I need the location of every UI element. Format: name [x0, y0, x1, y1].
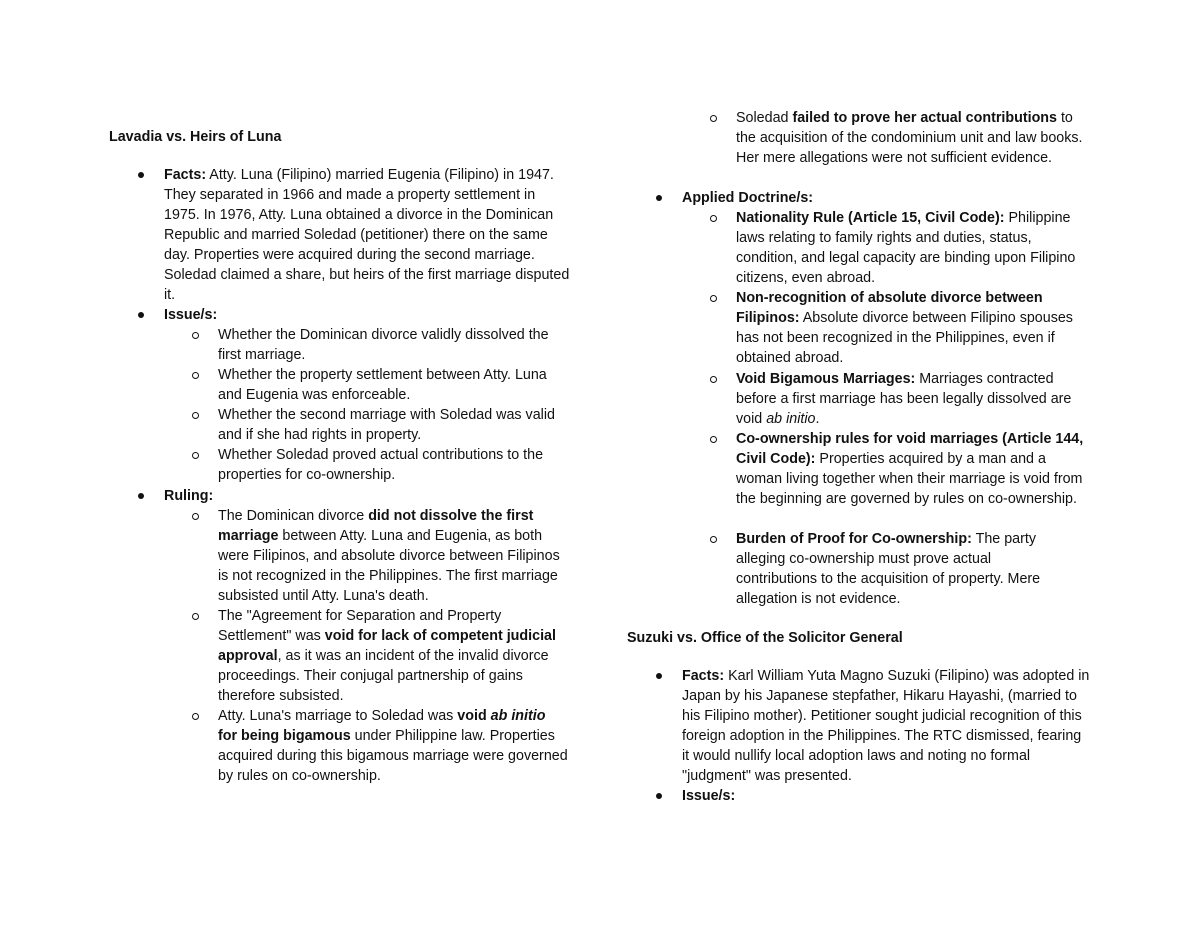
- doctrine-text: Non-recognition of absolute divorce between Filipinos: Absolute divorce between Filipino spouses has not been recognized in the Philippines, even if obtained abroad.: [736, 290, 1073, 366]
- doctrine-text: Void Bigamous Marriages: Marriages contracted before a first marriage has been legally dissolved are void ab initio.: [736, 371, 1072, 427]
- ruling-label: Ruling:: [164, 488, 214, 504]
- doctrine-text: Co-ownership rules for void marriages (Article 144, Civil Code): Properties acquired by a man and a woman living together when their marriage is void from the beginning are governed by rules on co-ownership.: [736, 431, 1084, 507]
- bullet-circle-icon: [710, 436, 717, 443]
- issue-text: Whether the property settlement between Atty. Luna and Eugenia was enforceable.: [218, 367, 547, 403]
- doctrines-label: Applied Doctrine/s:: [682, 190, 814, 206]
- ruling-item-3: [192, 706, 592, 786]
- doctrine-item-2: [710, 288, 1190, 368]
- issue-item-4: [192, 445, 592, 485]
- doctrine-text: Burden of Proof for Co-ownership: The party alleging co-ownership must prove actual contributions to the acquisition of property. Mere allegation is not evidence.: [736, 531, 1041, 607]
- issue-text: Whether the second marriage with Soledad was valid and if she had rights in property.: [218, 407, 555, 443]
- bullet-circle-icon: [192, 332, 199, 339]
- bullet-circle-icon: [710, 295, 717, 302]
- suzuki-facts-bullet: [656, 666, 1176, 786]
- facts-body: Atty. Luna (Filipino) married Eugenia (Filipino) in 1947. They separated in 1966 and made a property settlement in 1975. In 1976, Atty. Luna obtained a divorce in the Dominican Republic and married Soledad (petitioner) there on the same day. Properties were acquired during the second marriage. Soledad claimed a share, but heirs of the first marriage disputed it.: [164, 167, 570, 303]
- bullet-dot-icon: [138, 493, 144, 499]
- facts-bullet: [138, 165, 578, 305]
- issues-bullet: [138, 305, 578, 325]
- suzuki-issues-label: Issue/s:: [682, 788, 736, 804]
- doctrine-text: Nationality Rule (Article 15, Civil Code): Philippine laws relating to family rights and duties, status, condition, and legal capacity are binding upon Filipino citizens, even abroad.: [736, 210, 1076, 286]
- doctrine-item-1: [710, 208, 1190, 288]
- bullet-circle-icon: [710, 215, 717, 222]
- ruling-item-1: [192, 506, 592, 606]
- bullet-dot-icon: [138, 312, 144, 318]
- issues-label: Issue/s:: [164, 307, 218, 323]
- doctrine-item-4: [710, 429, 1190, 509]
- bullet-dot-icon: [138, 172, 144, 178]
- bullet-circle-icon: [710, 115, 717, 122]
- doctrines-bullet: [656, 188, 1176, 208]
- facts-text: [164, 165, 574, 305]
- bullet-circle-icon: [192, 613, 199, 620]
- case-title-lavadia: Lavadia vs. Heirs of Luna: [109, 129, 282, 145]
- issue-item-2: [192, 365, 592, 405]
- facts-label: Facts:: [164, 167, 207, 183]
- bullet-dot-icon: [656, 673, 662, 679]
- suzuki-facts-text: Facts: Karl William Yuta Magno Suzuki (Filipino) was adopted in Japan by his Japanese stepfather, Hikaru Hayashi, (married to his Filipino mother). Petitioner sought judicial recognition of this foreign adoption in the Philippines. The RTC dismissed, fearing it would nullify local adoption laws and noting no formal "judgment" was presented.: [682, 668, 1090, 784]
- issue-text: Whether the Dominican divorce validly dissolved the first marriage.: [218, 327, 549, 363]
- bullet-circle-icon: [710, 536, 717, 543]
- bullet-circle-icon: [710, 376, 717, 383]
- bullet-circle-icon: [192, 713, 199, 720]
- doctrine-item-3: [710, 369, 1190, 429]
- issue-text: Whether Soledad proved actual contributions to the properties for co-ownership.: [218, 447, 544, 483]
- suzuki-issues-bullet: [656, 786, 1176, 806]
- case-title-suzuki: Suzuki vs. Office of the Solicitor General: [627, 630, 903, 646]
- bullet-circle-icon: [192, 372, 199, 379]
- bullet-circle-icon: [192, 513, 199, 520]
- bullet-circle-icon: [192, 412, 199, 419]
- ruling-item-2: [192, 606, 592, 706]
- issue-item-3: [192, 405, 592, 445]
- ruling-bullet: [138, 486, 578, 506]
- ruling-text: The Dominican divorce did not dissolve the first marriage between Atty. Luna and Eugenia, as both were Filipinos, and absolute divorce between Filipinos is not recognized in the Philippines. The first marriage subsisted until Atty. Luna's death.: [218, 508, 560, 604]
- ruling-text: Soledad failed to prove her actual contributions to the acquisition of the condominium unit and law books. Her mere allegations were not sufficient evidence.: [736, 110, 1083, 166]
- bullet-dot-icon: [656, 793, 662, 799]
- ruling-item-4: [710, 108, 1190, 168]
- issue-item-1: [192, 325, 592, 365]
- bullet-dot-icon: [656, 195, 662, 201]
- ruling-text: The "Agreement for Separation and Property Settlement" was void for lack of competent judicial approval, as it was an incident of the invalid divorce proceedings. Their conjugal partnership of gains therefore subsisted.: [218, 608, 556, 704]
- doctrine-item-5: [710, 529, 1190, 609]
- bullet-circle-icon: [192, 452, 199, 459]
- ruling-text: Atty. Luna's marriage to Soledad was void ab initio for being bigamous under Philippine law. Properties acquired during this bigamous marriage were governed by rules on co-ownership.: [218, 708, 568, 784]
